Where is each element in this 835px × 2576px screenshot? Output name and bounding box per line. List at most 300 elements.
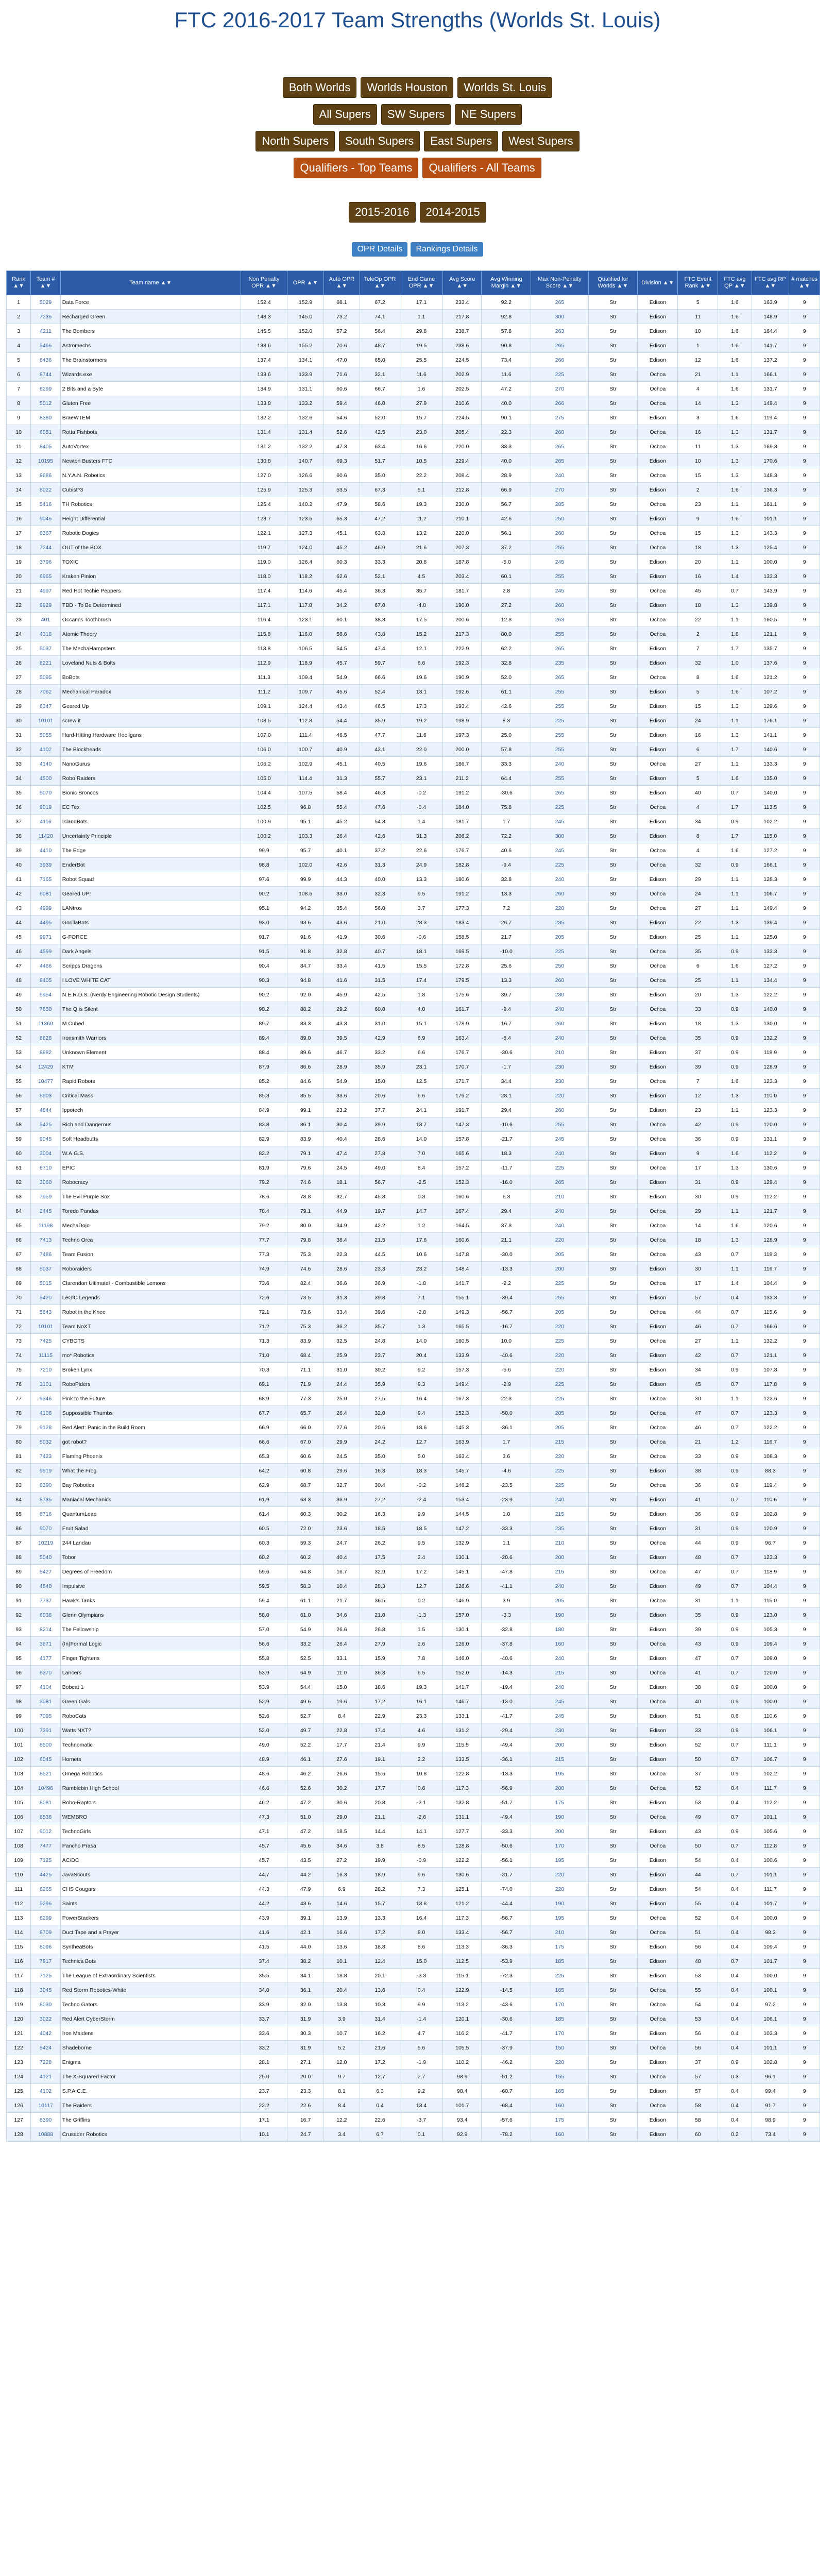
table-cell: 16.1 <box>400 1694 442 1709</box>
table-cell: 205 <box>531 1406 588 1420</box>
nav-button-sw-supers[interactable]: SW Supers <box>381 104 451 125</box>
table-cell: 220 <box>531 1233 588 1247</box>
table-cell: 18.3 <box>400 1464 442 1478</box>
team-number-link[interactable]: 11198 <box>31 1218 61 1233</box>
nav-button-qualifiers-all-teams[interactable]: Qualifiers - All Teams <box>422 158 541 178</box>
team-number-link[interactable]: 5466 <box>31 338 61 353</box>
team-number-link[interactable]: 4495 <box>31 916 61 930</box>
team-number-link[interactable]: 4102 <box>31 742 61 757</box>
team-number-link[interactable]: 7650 <box>31 1002 61 1016</box>
team-number-link[interactable]: 7125 <box>31 1969 61 1983</box>
nav-button-ne-supers[interactable]: NE Supers <box>455 104 522 125</box>
team-number-link[interactable]: 4116 <box>31 815 61 829</box>
team-number-link[interactable]: 4121 <box>31 2070 61 2084</box>
table-cell: 9 <box>789 569 820 584</box>
team-number-link[interactable]: 8390 <box>31 2113 61 2127</box>
team-number-link[interactable]: 9019 <box>31 800 61 815</box>
team-number-link[interactable]: 4425 <box>31 1868 61 1882</box>
team-number-link[interactable]: 10477 <box>31 1074 61 1089</box>
team-number-link[interactable]: 4106 <box>31 1406 61 1420</box>
team-number-link[interactable]: 7413 <box>31 1233 61 1247</box>
team-number-link[interactable]: 9519 <box>31 1464 61 1478</box>
team-number-link[interactable]: 6436 <box>31 353 61 367</box>
team-number-link[interactable]: 8221 <box>31 656 61 670</box>
table-cell: 108.6 <box>287 887 323 901</box>
team-number-link[interactable]: 8081 <box>31 1795 61 1810</box>
table-cell: 80.0 <box>287 1218 323 1233</box>
table-cell: 123.3 <box>752 1103 789 1117</box>
team-number-link[interactable]: 6051 <box>31 425 61 439</box>
table-cell: 145.5 <box>241 324 287 338</box>
team-number-link[interactable]: 4999 <box>31 901 61 916</box>
team-number-link[interactable]: 9346 <box>31 1392 61 1406</box>
team-number-link[interactable]: 11115 <box>31 1348 61 1363</box>
column-header[interactable]: # matches ▲▼ <box>789 271 820 295</box>
table-cell: 125.4 <box>241 497 287 512</box>
table-cell: 29.4 <box>482 1103 531 1117</box>
team-number-link[interactable]: 7391 <box>31 1723 61 1738</box>
table-cell: 9 <box>789 2113 820 2127</box>
team-number-link[interactable]: 3004 <box>31 1146 61 1161</box>
team-number-link[interactable]: 6045 <box>31 1752 61 1767</box>
table-cell: 83.9 <box>287 1132 323 1146</box>
team-number-link[interactable]: 9128 <box>31 1420 61 1435</box>
table-cell: Str <box>588 1420 638 1435</box>
column-header[interactable]: Max Non-Penalty Score ▲▼ <box>531 271 588 295</box>
team-number-link[interactable]: 5095 <box>31 670 61 685</box>
table-cell: 9 <box>789 1117 820 1132</box>
nav-button-2014-2015[interactable]: 2014-2015 <box>420 202 486 223</box>
nav-button-north-supers[interactable]: North Supers <box>255 131 335 151</box>
table-cell: 23.2 <box>400 1262 442 1276</box>
team-number-link[interactable]: 7477 <box>31 1839 61 1853</box>
team-name-cell: Atomic Theory <box>60 627 241 641</box>
team-number-link[interactable]: 9929 <box>31 598 61 613</box>
team-number-link[interactable]: 7423 <box>31 1449 61 1464</box>
team-number-link[interactable]: 4102 <box>31 2084 61 2098</box>
team-number-link[interactable]: 6710 <box>31 1161 61 1175</box>
team-number-link[interactable]: 9046 <box>31 512 61 526</box>
table-cell: 1.3 <box>718 396 752 411</box>
table-cell: 220 <box>531 1348 588 1363</box>
table-cell: 193.4 <box>443 699 482 714</box>
table-cell: 233.4 <box>443 295 482 310</box>
table-cell: 53.9 <box>241 1666 287 1680</box>
table-cell: 72.1 <box>241 1305 287 1319</box>
table-cell: 30 <box>7 714 31 728</box>
team-number-link[interactable]: 3081 <box>31 1694 61 1709</box>
team-name-cell: Ironsmith Warriors <box>60 1031 241 1045</box>
column-header[interactable]: OPR ▲▼ <box>287 271 323 295</box>
column-header[interactable]: Qualified for Worlds ▲▼ <box>588 271 638 295</box>
team-number-link[interactable]: 8405 <box>31 439 61 454</box>
team-number-link[interactable]: 401 <box>31 613 61 627</box>
team-number-link[interactable]: 8380 <box>31 411 61 425</box>
team-number-link[interactable]: 4211 <box>31 324 61 338</box>
table-cell: 37.7 <box>360 1103 400 1117</box>
team-number-link[interactable]: 10219 <box>31 1536 61 1550</box>
table-cell: Edison <box>638 1493 678 1507</box>
table-cell: 33.7 <box>241 2012 287 2026</box>
team-number-link[interactable]: 4318 <box>31 627 61 641</box>
team-number-link[interactable]: 5420 <box>31 1291 61 1305</box>
column-header[interactable]: End Game OPR ▲▼ <box>400 271 442 295</box>
team-number-link[interactable]: 6965 <box>31 569 61 584</box>
column-header[interactable]: Division ▲▼ <box>638 271 678 295</box>
team-number-link[interactable]: 4997 <box>31 584 61 598</box>
table-row <box>7 1940 820 1954</box>
table-cell: Ochoa <box>638 1132 678 1146</box>
team-number-link[interactable]: 3671 <box>31 1637 61 1651</box>
table-cell: Ochoa <box>638 2012 678 2026</box>
column-header[interactable]: TeleOp OPR ▲▼ <box>360 271 400 295</box>
team-number-link[interactable]: 6265 <box>31 1882 61 1896</box>
table-cell: -78.2 <box>482 2127 531 2142</box>
table-cell: 190.0 <box>443 598 482 613</box>
team-number-link[interactable]: 8390 <box>31 1478 61 1493</box>
team-number-link[interactable]: 9070 <box>31 1521 61 1536</box>
table-cell: 89.6 <box>287 1045 323 1060</box>
team-number-link[interactable]: 5424 <box>31 2041 61 2055</box>
team-number-link[interactable]: 5029 <box>31 295 61 310</box>
team-number-link[interactable]: 9012 <box>31 1824 61 1839</box>
team-number-link[interactable]: 5954 <box>31 988 61 1002</box>
table-cell: 1.2 <box>718 1435 752 1449</box>
team-number-link[interactable]: 3796 <box>31 555 61 569</box>
table-cell: 101 <box>7 1738 31 1752</box>
table-cell: 18.1 <box>400 944 442 959</box>
team-number-link[interactable]: 5040 <box>31 1550 61 1565</box>
table-cell: Ochoa <box>638 425 678 439</box>
table-cell: 31.0 <box>323 1363 360 1377</box>
team-number-link[interactable]: 8521 <box>31 1767 61 1781</box>
team-number-link[interactable]: 7165 <box>31 872 61 887</box>
table-cell: 47.9 <box>323 497 360 512</box>
nav-button-all-supers[interactable]: All Supers <box>313 104 377 125</box>
team-number-link[interactable]: 4640 <box>31 1579 61 1594</box>
table-cell: Str <box>588 555 638 569</box>
table-cell: 9 <box>789 396 820 411</box>
table-cell: -1.8 <box>400 1276 442 1291</box>
team-number-link[interactable]: 8735 <box>31 1493 61 1507</box>
table-cell: 43.8 <box>360 627 400 641</box>
table-cell: 20.0 <box>287 2070 323 2084</box>
team-number-link[interactable]: 8536 <box>31 1810 61 1824</box>
table-cell: 95 <box>7 1651 31 1666</box>
table-cell: 28.3 <box>400 916 442 930</box>
team-number-link[interactable]: 8709 <box>31 1925 61 1940</box>
table-cell: 82.4 <box>287 1276 323 1291</box>
team-number-link[interactable]: 10195 <box>31 454 61 468</box>
team-number-link[interactable]: 4042 <box>31 2026 61 2041</box>
column-header[interactable]: Non Penalty OPR ▲▼ <box>241 271 287 295</box>
team-number-link[interactable]: 7236 <box>31 310 61 324</box>
team-number-link[interactable]: 2445 <box>31 1204 61 1218</box>
table-cell: Str <box>588 872 638 887</box>
table-cell: Str <box>588 1507 638 1521</box>
team-number-link[interactable]: 8405 <box>31 973 61 988</box>
team-number-link[interactable]: 8716 <box>31 1507 61 1521</box>
table-cell: 29 <box>678 872 718 887</box>
table-cell: 47.4 <box>360 641 400 656</box>
table-cell: 0.4 <box>718 1925 752 1940</box>
table-cell: 45.2 <box>323 540 360 555</box>
team-number-link[interactable]: 7737 <box>31 1594 61 1608</box>
team-number-link[interactable]: 6370 <box>31 1666 61 1680</box>
table-cell: 110.6 <box>752 1493 789 1507</box>
table-cell: 13.2 <box>400 526 442 540</box>
team-number-link[interactable]: 5427 <box>31 1565 61 1579</box>
nav-button-east-supers[interactable]: East Supers <box>424 131 498 151</box>
table-cell: 165 <box>531 2084 588 2098</box>
column-header[interactable]: FTC avg QP ▲▼ <box>718 271 752 295</box>
team-number-link[interactable]: 3045 <box>31 1983 61 1997</box>
nav-button-west-supers[interactable]: West Supers <box>502 131 580 151</box>
table-row <box>7 1868 820 1882</box>
team-number-link[interactable]: 8030 <box>31 1997 61 2012</box>
table-cell: Str <box>588 1146 638 1161</box>
table-cell: 112 <box>7 1896 31 1911</box>
team-number-link[interactable]: 7062 <box>31 685 61 699</box>
team-number-link[interactable]: 7486 <box>31 1247 61 1262</box>
table-cell: 0.2 <box>718 2127 752 2142</box>
team-number-link[interactable]: 7244 <box>31 540 61 555</box>
table-cell: -30.6 <box>482 1045 531 1060</box>
team-number-link[interactable]: 5037 <box>31 1262 61 1276</box>
table-cell: 1.1 <box>718 887 752 901</box>
team-number-link[interactable]: 8686 <box>31 468 61 483</box>
table-row <box>7 526 820 540</box>
team-number-link[interactable]: 8022 <box>31 483 61 497</box>
table-cell: 9 <box>789 786 820 800</box>
column-header[interactable]: Team # ▲▼ <box>31 271 61 295</box>
column-header[interactable]: Auto OPR ▲▼ <box>323 271 360 295</box>
table-cell: 17.2 <box>360 1925 400 1940</box>
team-number-link[interactable]: 3060 <box>31 1175 61 1190</box>
team-number-link[interactable]: 5296 <box>31 1896 61 1911</box>
table-cell: 17.4 <box>400 973 442 988</box>
table-cell: 224.5 <box>443 353 482 367</box>
table-cell: 0.7 <box>718 1666 752 1680</box>
table-row <box>7 1161 820 1175</box>
table-cell: 255 <box>531 742 588 757</box>
team-number-link[interactable]: 4844 <box>31 1103 61 1117</box>
team-number-link[interactable]: 8503 <box>31 1089 61 1103</box>
table-cell: 27.2 <box>360 1493 400 1507</box>
table-cell: 170 <box>531 1839 588 1853</box>
nav-button-south-supers[interactable]: South Supers <box>339 131 420 151</box>
team-number-link[interactable]: 7095 <box>31 1709 61 1723</box>
team-number-link[interactable]: 5416 <box>31 497 61 512</box>
table-cell: Str <box>588 1190 638 1204</box>
team-number-link[interactable]: 8882 <box>31 1045 61 1060</box>
team-number-link[interactable]: 10117 <box>31 2098 61 2113</box>
team-number-link[interactable]: 10101 <box>31 1319 61 1334</box>
team-number-link[interactable]: 8500 <box>31 1738 61 1752</box>
table-cell: 41 <box>7 872 31 887</box>
table-cell: Str <box>588 771 638 786</box>
table-cell: Str <box>588 1622 638 1637</box>
team-number-link[interactable]: 4500 <box>31 771 61 786</box>
team-number-link[interactable]: 5012 <box>31 396 61 411</box>
team-number-link[interactable]: 5643 <box>31 1305 61 1319</box>
table-row <box>7 1319 820 1334</box>
table-cell: 135.7 <box>752 641 789 656</box>
table-cell: -0.6 <box>400 930 442 944</box>
team-number-link[interactable]: 11420 <box>31 829 61 843</box>
table-cell: 300 <box>531 829 588 843</box>
team-number-link[interactable]: 4410 <box>31 843 61 858</box>
team-number-link[interactable]: 4104 <box>31 1680 61 1694</box>
team-number-link[interactable]: 9971 <box>31 930 61 944</box>
table-cell: 52.4 <box>360 685 400 699</box>
table-cell: 42.5 <box>360 988 400 1002</box>
table-cell: 46.1 <box>287 1752 323 1767</box>
table-cell: Str <box>588 1247 638 1262</box>
table-row <box>7 656 820 670</box>
table-cell: 15 <box>678 468 718 483</box>
opr-details-button[interactable]: OPR Details <box>352 242 407 257</box>
table-cell: 215 <box>531 1666 588 1680</box>
table-cell: 206.2 <box>443 829 482 843</box>
table-cell: 191.7 <box>443 1103 482 1117</box>
team-number-link[interactable]: 8367 <box>31 526 61 540</box>
team-number-link[interactable]: 11360 <box>31 1016 61 1031</box>
team-number-link[interactable]: 5037 <box>31 641 61 656</box>
nav-button-worlds-st-louis[interactable]: Worlds St. Louis <box>457 77 552 98</box>
team-number-link[interactable]: 8744 <box>31 367 61 382</box>
table-cell: Str <box>588 1969 638 1983</box>
team-number-link[interactable]: 4177 <box>31 1651 61 1666</box>
team-number-link[interactable]: 10496 <box>31 1781 61 1795</box>
table-cell: 0.9 <box>718 815 752 829</box>
team-number-link[interactable]: 7425 <box>31 1334 61 1348</box>
table-cell: 33.3 <box>360 555 400 569</box>
table-cell: 0.9 <box>718 944 752 959</box>
team-number-link[interactable]: 8096 <box>31 1940 61 1954</box>
table-cell: 123.6 <box>287 512 323 526</box>
table-cell: 46.6 <box>241 1781 287 1795</box>
table-cell: 9 <box>789 598 820 613</box>
table-cell: 3.6 <box>482 1449 531 1464</box>
column-header[interactable]: Avg Winning Margin ▲▼ <box>482 271 531 295</box>
team-number-link[interactable]: 3022 <box>31 2012 61 2026</box>
table-cell: 9 <box>789 1334 820 1348</box>
team-number-link[interactable]: 6299 <box>31 382 61 396</box>
table-cell: 79.6 <box>287 1161 323 1175</box>
column-header[interactable]: Avg Score ▲▼ <box>443 271 482 295</box>
team-number-link[interactable]: 7125 <box>31 1853 61 1868</box>
table-cell: Edison <box>638 930 678 944</box>
table-cell: Str <box>588 1103 638 1117</box>
table-cell: 32.8 <box>482 656 531 670</box>
table-cell: 59.5 <box>241 1579 287 1594</box>
column-header[interactable]: FTC avg RP ▲▼ <box>752 271 789 295</box>
rankings-details-button[interactable]: Rankings Details <box>411 242 483 257</box>
team-number-link[interactable]: 5032 <box>31 1435 61 1449</box>
table-cell: 9 <box>789 742 820 757</box>
team-number-link[interactable]: 9045 <box>31 1132 61 1146</box>
table-cell: -53.9 <box>482 1954 531 1969</box>
team-number-link[interactable]: 12429 <box>31 1060 61 1074</box>
table-cell: 240 <box>531 1204 588 1218</box>
team-number-link[interactable]: 8214 <box>31 1622 61 1637</box>
nav-button-both-worlds[interactable]: Both Worlds <box>283 77 356 98</box>
team-number-link[interactable]: 5055 <box>31 728 61 742</box>
table-cell: Str <box>588 310 638 324</box>
column-header[interactable]: Team name ▲▼ <box>60 271 241 295</box>
team-number-link[interactable]: 7228 <box>31 2055 61 2070</box>
team-name-cell: screw it <box>60 714 241 728</box>
table-cell: 300 <box>531 310 588 324</box>
team-number-link[interactable]: 7959 <box>31 1190 61 1204</box>
table-cell: -23.5 <box>482 1478 531 1493</box>
table-cell: Str <box>588 1536 638 1550</box>
team-number-link[interactable]: 6299 <box>31 1911 61 1925</box>
team-number-link[interactable]: 8626 <box>31 1031 61 1045</box>
table-cell: 17.5 <box>360 1550 400 1565</box>
table-cell: 133.4 <box>443 1925 482 1940</box>
team-number-link[interactable]: 10101 <box>31 714 61 728</box>
table-cell: 24.1 <box>400 1103 442 1117</box>
team-name-cell: Team NoXT <box>60 1319 241 1334</box>
team-number-link[interactable]: 6081 <box>31 887 61 901</box>
table-cell: 8.4 <box>323 1709 360 1723</box>
table-cell: 54.9 <box>323 670 360 685</box>
table-row <box>7 483 820 497</box>
team-number-link[interactable]: 5070 <box>31 786 61 800</box>
table-cell: 60.6 <box>287 1449 323 1464</box>
team-number-link[interactable]: 6347 <box>31 699 61 714</box>
team-number-link[interactable]: 5425 <box>31 1117 61 1132</box>
table-cell: 53 <box>678 2012 718 2026</box>
team-number-link[interactable]: 4599 <box>31 944 61 959</box>
team-number-link[interactable]: 7917 <box>31 1954 61 1969</box>
table-cell: 9 <box>789 1969 820 1983</box>
table-cell: 127.2 <box>752 959 789 973</box>
table-cell: -72.3 <box>482 1969 531 1983</box>
team-number-link[interactable]: 7210 <box>31 1363 61 1377</box>
table-cell: Str <box>588 584 638 598</box>
table-row <box>7 685 820 699</box>
team-number-link[interactable]: 5015 <box>31 1276 61 1291</box>
team-number-link[interactable]: 4466 <box>31 959 61 973</box>
nav-button-worlds-houston[interactable]: Worlds Houston <box>361 77 453 98</box>
table-cell: 212.8 <box>443 483 482 497</box>
table-cell: Ochoa <box>638 843 678 858</box>
table-cell: 145.7 <box>443 1464 482 1478</box>
table-cell: 9 <box>789 1377 820 1392</box>
table-cell: -41.7 <box>482 1709 531 1723</box>
team-number-link[interactable]: 10888 <box>31 2127 61 2142</box>
table-cell: 117.3 <box>443 1781 482 1795</box>
table-cell: 14.7 <box>400 1204 442 1218</box>
team-number-link[interactable]: 4140 <box>31 757 61 771</box>
table-cell: 109.0 <box>752 1651 789 1666</box>
nav-button-2015-2016[interactable]: 2015-2016 <box>349 202 415 223</box>
team-number-link[interactable]: 3939 <box>31 858 61 872</box>
column-header[interactable]: Rank ▲▼ <box>7 271 31 295</box>
table-cell: 9 <box>789 512 820 526</box>
team-number-link[interactable]: 3101 <box>31 1377 61 1392</box>
table-cell: 61.4 <box>241 1507 287 1521</box>
team-number-link[interactable]: 6038 <box>31 1608 61 1622</box>
table-cell: 33 <box>678 1002 718 1016</box>
column-header[interactable]: FTC Event Rank ▲▼ <box>678 271 718 295</box>
table-cell: Str <box>588 1348 638 1363</box>
nav-button-qualifiers-top-teams[interactable]: Qualifiers - Top Teams <box>294 158 418 178</box>
table-cell: 83 <box>7 1478 31 1493</box>
